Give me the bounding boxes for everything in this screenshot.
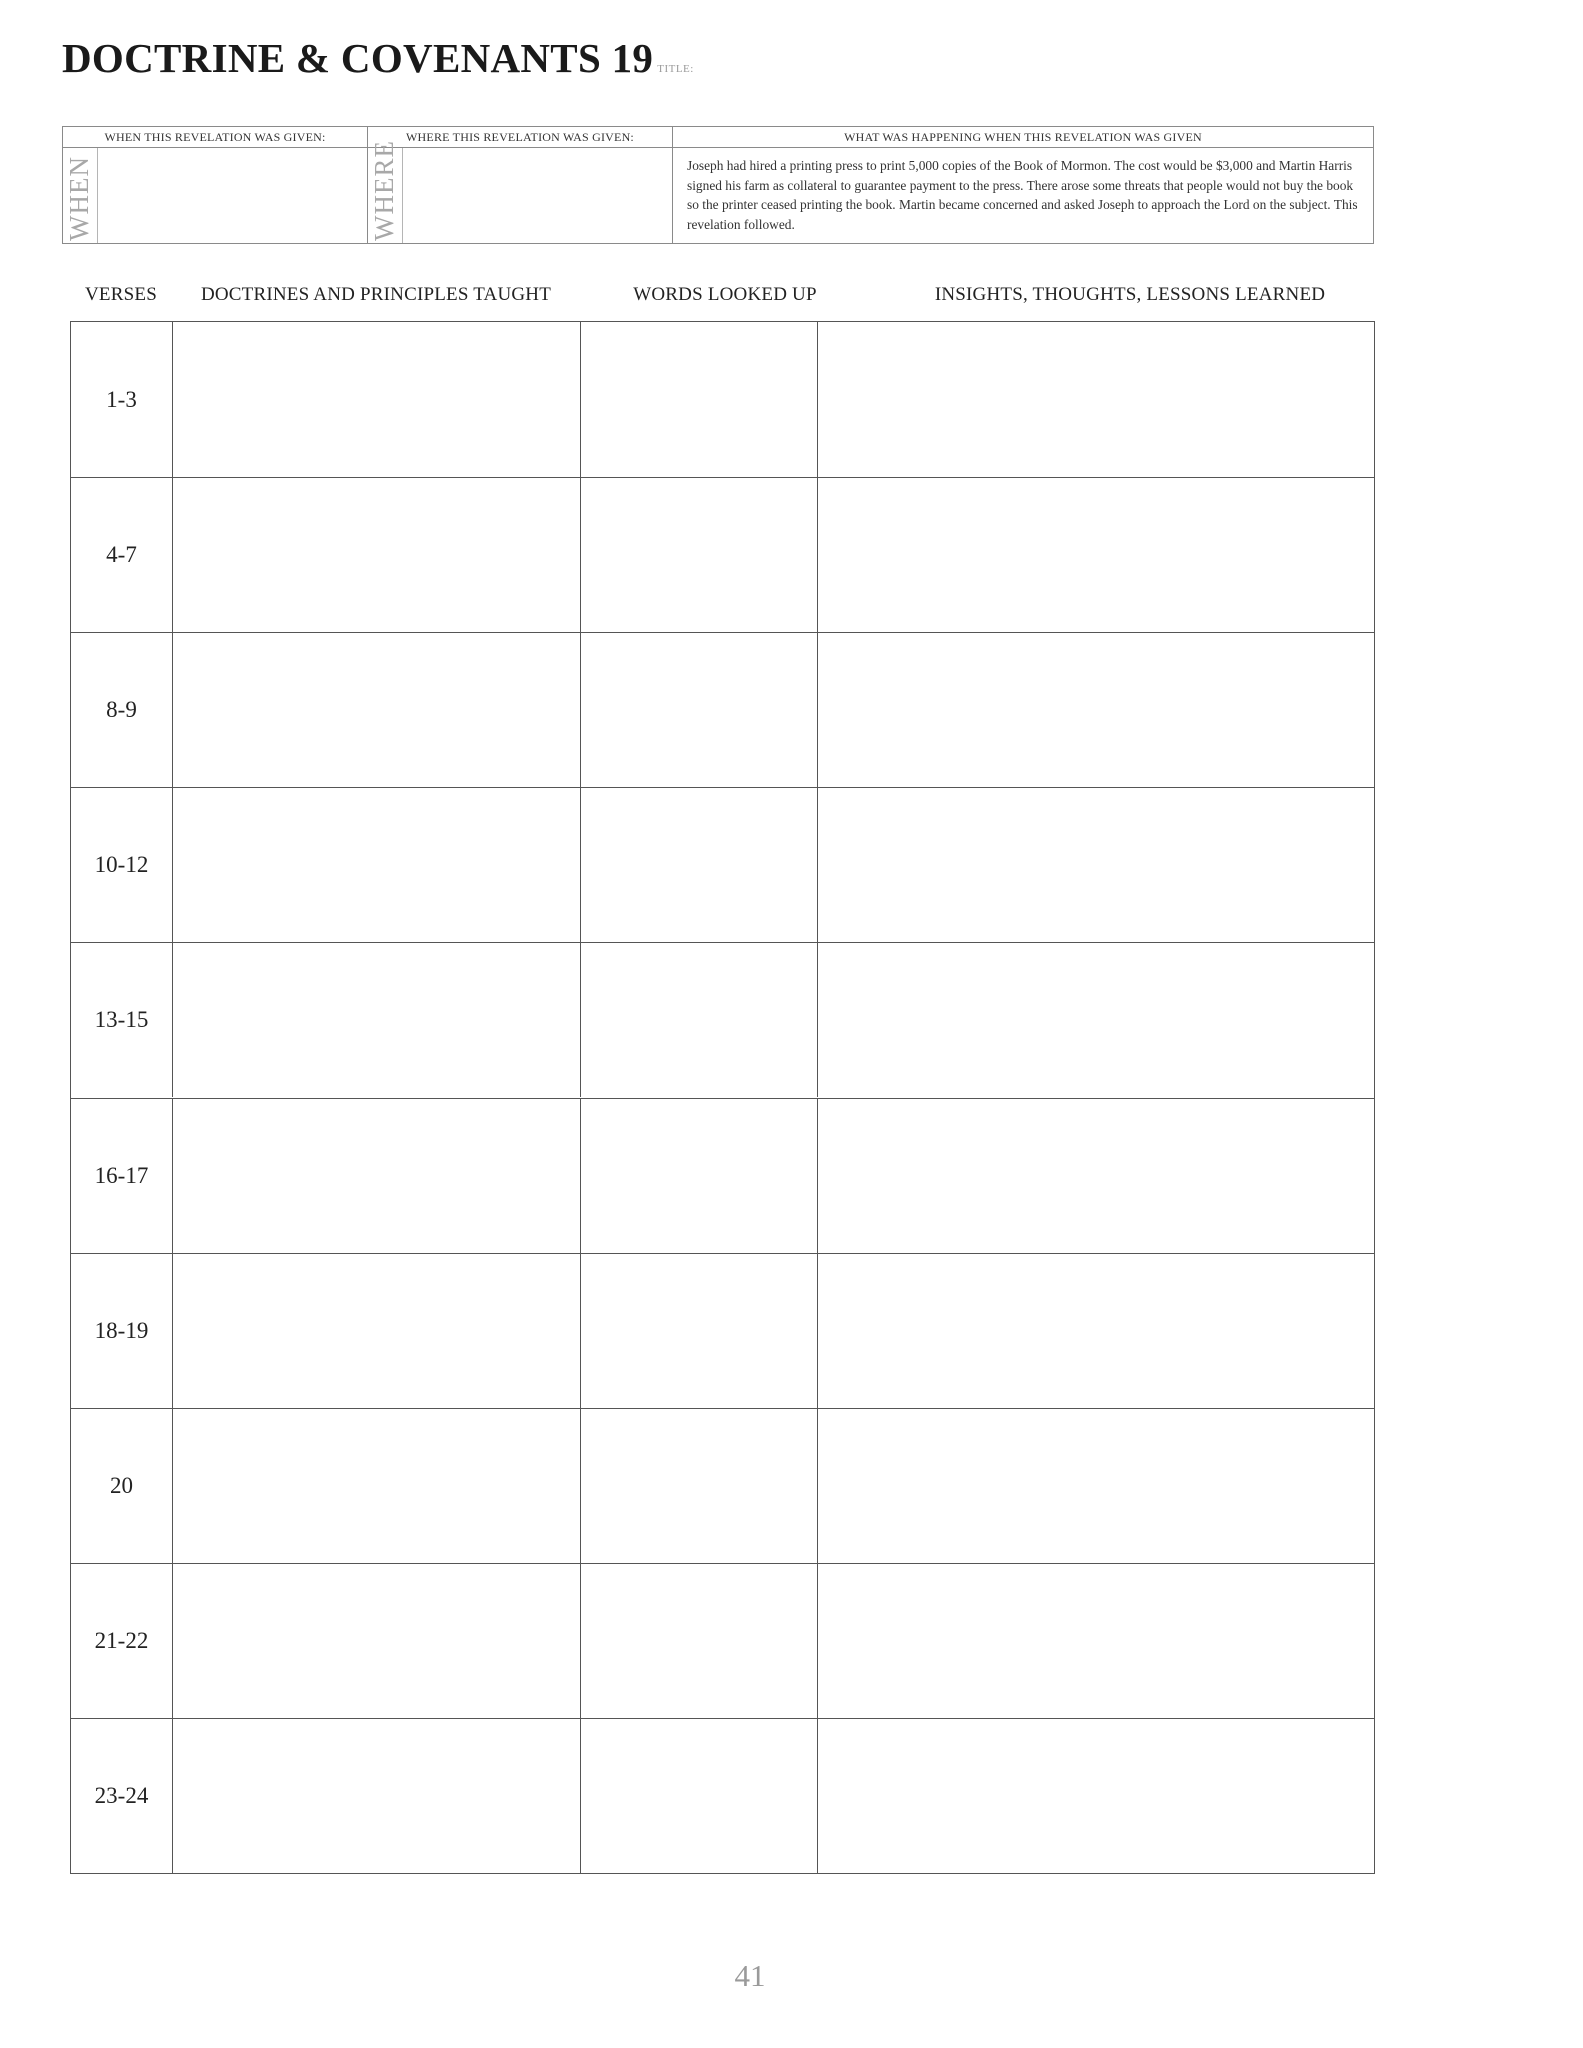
title-field-label: TITLE: — [657, 63, 694, 75]
insights-cell[interactable] — [818, 943, 1374, 1097]
where-vertical-label: WHERE — [369, 140, 399, 241]
doctrines-cell[interactable] — [173, 1254, 581, 1408]
verse-range-cell: 13-15 — [71, 943, 173, 1097]
verse-range-cell: 16-17 — [71, 1099, 173, 1253]
doctrines-cell[interactable] — [173, 1409, 581, 1563]
table-row — [71, 1253, 1374, 1408]
table-row — [71, 632, 1374, 787]
study-grid — [70, 321, 1375, 1874]
insights-cell[interactable] — [818, 1099, 1374, 1253]
happening-text: Joseph had hired a printing press to print 5,000 copies of the Book of Mormon. The cost would be $3,000 and Martin Harris signed his farm as collateral to guarantee payment to the press. There arose some threats that people would not buy the book so the printer ceased printing the book. Martin became concerned and asked Joseph to approach the Lord on the subject. This revelation followed. — [687, 158, 1358, 232]
table-row — [71, 942, 1374, 1097]
insights-cell[interactable] — [818, 1564, 1374, 1718]
doctrines-cell[interactable] — [173, 1564, 581, 1718]
verse-range-cell: 23-24 — [71, 1719, 173, 1873]
insights-cell[interactable] — [818, 1409, 1374, 1563]
words-cell[interactable] — [581, 1564, 818, 1718]
table-row — [71, 1098, 1374, 1253]
grid-column-headers — [0, 284, 1583, 314]
doctrines-cell[interactable] — [173, 322, 581, 477]
verse-range-cell: 20 — [71, 1409, 173, 1563]
table-row — [71, 1563, 1374, 1718]
words-cell[interactable] — [581, 1254, 818, 1408]
where-heading: WHERE THIS REVELATION WAS GIVEN: — [368, 127, 672, 148]
happening-section — [673, 127, 1373, 243]
doctrines-cell[interactable] — [173, 943, 581, 1097]
insights-cell[interactable] — [818, 322, 1374, 477]
insights-cell[interactable] — [818, 633, 1374, 787]
table-row — [71, 787, 1374, 942]
when-heading: WHEN THIS REVELATION WAS GIVEN: — [63, 127, 367, 148]
insights-cell[interactable] — [818, 1254, 1374, 1408]
doctrines-cell[interactable] — [173, 788, 581, 942]
table-row — [71, 322, 1374, 477]
where-section — [368, 127, 673, 243]
doctrines-cell[interactable] — [173, 1719, 581, 1873]
words-cell[interactable] — [581, 943, 818, 1097]
words-cell[interactable] — [581, 633, 818, 787]
doctrines-cell[interactable] — [173, 633, 581, 787]
page-title-text: DOCTRINE & COVENANTS 19 — [62, 35, 654, 81]
where-label-divider — [402, 148, 403, 243]
insights-cell[interactable] — [818, 1719, 1374, 1873]
words-cell[interactable] — [581, 478, 818, 632]
insights-cell[interactable] — [818, 788, 1374, 942]
page-number: 41 — [734, 1958, 766, 1993]
when-label-divider — [97, 148, 98, 243]
verse-range-cell: 8-9 — [71, 633, 173, 787]
words-cell[interactable] — [581, 788, 818, 942]
doctrines-cell[interactable] — [173, 478, 581, 632]
verse-range-cell: 18-19 — [71, 1254, 173, 1408]
insights-cell[interactable] — [818, 478, 1374, 632]
verse-range-cell: 1-3 — [71, 322, 173, 477]
words-cell[interactable] — [581, 1099, 818, 1253]
page-title — [62, 34, 694, 82]
table-row — [71, 477, 1374, 632]
verse-range-cell: 10-12 — [71, 788, 173, 942]
words-cell[interactable] — [581, 1409, 818, 1563]
doctrines-column-header: DOCTRINES AND PRINCIPLES TAUGHT — [200, 284, 552, 305]
words-column-header: WORDS LOOKED UP — [633, 284, 817, 305]
revelation-context-table — [62, 126, 1374, 244]
verse-range-cell: 4-7 — [71, 478, 173, 632]
words-cell[interactable] — [581, 1719, 818, 1873]
table-row — [71, 1718, 1374, 1873]
verses-column-header: VERSES — [85, 284, 157, 305]
insights-column-header: INSIGHTS, THOUGHTS, LESSONS LEARNED — [934, 284, 1326, 305]
happening-heading: WHAT WAS HAPPENING WHEN THIS REVELATION WAS GIVEN — [673, 127, 1373, 148]
when-section — [63, 127, 368, 243]
doctrines-cell[interactable] — [173, 1099, 581, 1253]
when-vertical-label: WHEN — [64, 156, 94, 241]
table-row — [71, 1408, 1374, 1563]
verse-range-cell: 21-22 — [71, 1564, 173, 1718]
words-cell[interactable] — [581, 322, 818, 477]
